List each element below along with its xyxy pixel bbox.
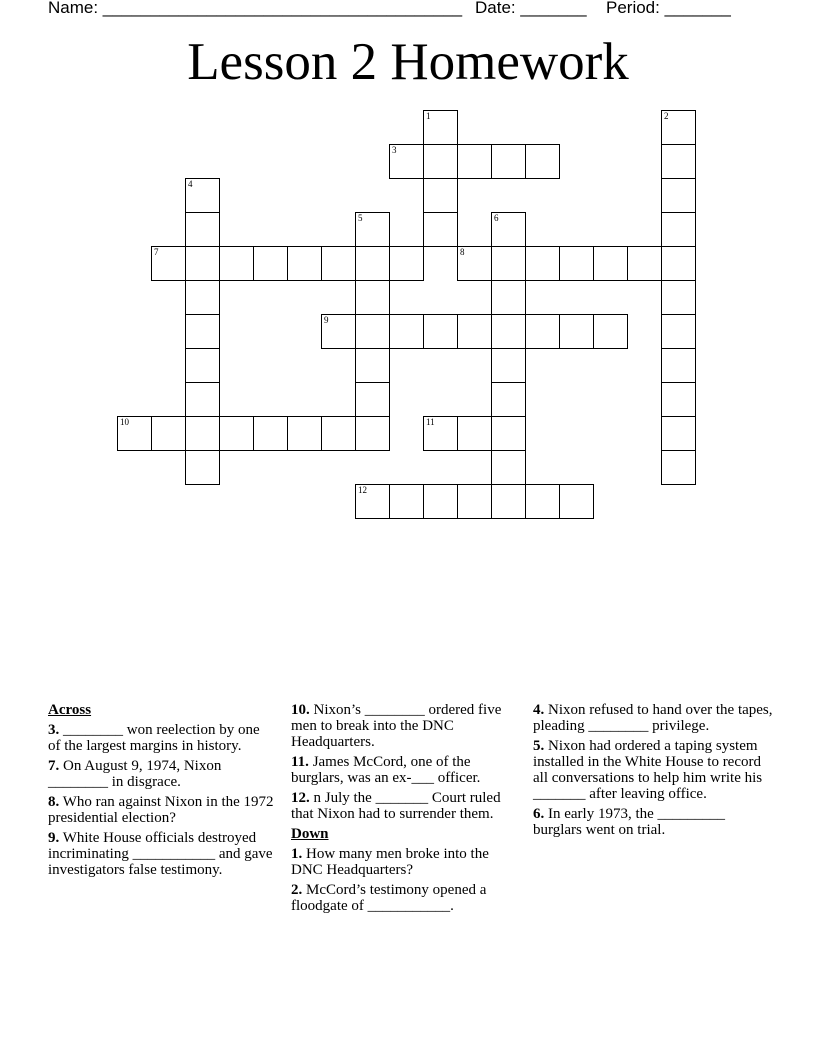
crossword-cell[interactable] — [491, 212, 526, 247]
crossword-cell[interactable] — [491, 314, 526, 349]
crossword-cell[interactable] — [627, 246, 662, 281]
crossword-cell[interactable] — [661, 348, 696, 383]
clue-number: 3 — [392, 145, 397, 155]
clue-number: 1 — [426, 111, 431, 121]
crossword-cell[interactable] — [355, 314, 390, 349]
crossword-cell[interactable] — [661, 314, 696, 349]
crossword-cell[interactable] — [423, 416, 458, 451]
crossword-cell[interactable] — [185, 348, 220, 383]
crossword-cell[interactable] — [559, 246, 594, 281]
crossword-cell[interactable] — [355, 212, 390, 247]
crossword-cell[interactable] — [253, 246, 288, 281]
crossword-cell[interactable] — [185, 382, 220, 417]
crossword-cell[interactable] — [661, 212, 696, 247]
crossword-cell[interactable] — [525, 314, 560, 349]
crossword-cell[interactable] — [151, 416, 186, 451]
crossword-cell[interactable] — [457, 416, 492, 451]
crossword-cell[interactable] — [661, 280, 696, 315]
crossword-cell[interactable] — [185, 450, 220, 485]
crossword-cell[interactable] — [525, 144, 560, 179]
crossword-cell[interactable] — [593, 314, 628, 349]
crossword-cell[interactable] — [253, 416, 288, 451]
crossword-cell[interactable] — [661, 416, 696, 451]
crossword-cell[interactable] — [355, 246, 390, 281]
clue-number: 9 — [324, 315, 329, 325]
crossword-cell[interactable] — [423, 144, 458, 179]
crossword-cell[interactable] — [491, 144, 526, 179]
across-heading: Across — [48, 702, 92, 718]
crossword-cell[interactable] — [661, 246, 696, 281]
crossword-cell[interactable] — [559, 314, 594, 349]
page-title: Lesson 2 Homework — [187, 33, 629, 91]
clue-across-12: 12. n July the _______ Court ruled that Nixon had to surrender them. — [291, 790, 501, 822]
down-heading: Down — [291, 826, 329, 842]
crossword-cell[interactable] — [457, 484, 492, 519]
crossword-cell[interactable] — [457, 246, 492, 281]
crossword-cell[interactable] — [661, 178, 696, 213]
crossword-cell[interactable] — [593, 246, 628, 281]
crossword-cell[interactable] — [423, 484, 458, 519]
crossword-cell[interactable] — [491, 348, 526, 383]
crossword-cell[interactable] — [525, 246, 560, 281]
crossword-cell[interactable] — [185, 212, 220, 247]
crossword-cell[interactable] — [661, 382, 696, 417]
crossword-cell[interactable] — [185, 280, 220, 315]
crossword-cell[interactable] — [491, 416, 526, 451]
crossword-cell[interactable] — [287, 416, 322, 451]
crossword-cell[interactable] — [491, 450, 526, 485]
clue-down-1: 1. How many men broke into the DNC Headquarters? — [291, 846, 489, 878]
crossword-cell[interactable] — [491, 246, 526, 281]
clues-column-2 — [291, 702, 521, 918]
clue-number: 6 — [494, 213, 499, 223]
crossword-cell[interactable] — [117, 416, 152, 451]
crossword-cell[interactable] — [151, 246, 186, 281]
crossword-cell[interactable] — [423, 314, 458, 349]
clue-across-9: 9. White House officials destroyed incriminating ___________ and gave investigators false testimony. — [48, 830, 273, 878]
crossword-cell[interactable] — [355, 484, 390, 519]
crossword-cell[interactable] — [355, 382, 390, 417]
clue-number: 4 — [188, 179, 193, 189]
clue-across-3: 3. ________ won reelection by one of the largest margins in history. — [48, 722, 260, 754]
crossword-cell[interactable] — [559, 484, 594, 519]
crossword-cell[interactable] — [321, 246, 356, 281]
clue-number: 11 — [426, 417, 435, 427]
crossword-cell[interactable] — [219, 246, 254, 281]
crossword-cell[interactable] — [525, 484, 560, 519]
crossword-cell[interactable] — [661, 144, 696, 179]
crossword-cell[interactable] — [287, 246, 322, 281]
clue-number: 7 — [154, 247, 159, 257]
crossword-cell[interactable] — [185, 416, 220, 451]
crossword-cell[interactable] — [389, 144, 424, 179]
crossword-cell[interactable] — [355, 280, 390, 315]
crossword-cell[interactable] — [355, 416, 390, 451]
crossword-cell[interactable] — [457, 144, 492, 179]
crossword-cell[interactable] — [491, 280, 526, 315]
crossword-cell[interactable] — [661, 450, 696, 485]
clue-across-11: 11. James McCord, one of the burglars, was an ex-___ officer. — [291, 754, 481, 786]
date-field[interactable]: Date: _______ — [475, 0, 587, 17]
crossword-cell[interactable] — [321, 416, 356, 451]
crossword-cell[interactable] — [321, 314, 356, 349]
crossword-cell[interactable] — [219, 416, 254, 451]
crossword-cell[interactable] — [185, 314, 220, 349]
clue-down-2: 2. McCord’s testimony opened a floodgate of ___________. — [291, 882, 487, 914]
crossword-cell[interactable] — [355, 348, 390, 383]
crossword-cell[interactable] — [423, 178, 458, 213]
clue-across-10: 10. Nixon’s ________ ordered five men to break into the DNC Headquarters. — [291, 702, 502, 750]
clue-down-5: 5. Nixon had ordered a taping system installed in the White House to record all conversations to help him write his _______ after leaving office. — [533, 738, 763, 802]
clue-number: 2 — [664, 111, 669, 121]
clue-down-4: 4. Nixon refused to hand over the tapes, pleading ________ privilege. — [533, 702, 773, 734]
clue-down-6: 6. In early 1973, the _________ burglars went on trial. — [533, 806, 726, 838]
clue-across-8: 8. Who ran against Nixon in the 1972 presidential election? — [48, 794, 274, 826]
crossword-cell[interactable] — [423, 212, 458, 247]
crossword-cell[interactable] — [389, 484, 424, 519]
crossword-cell[interactable] — [389, 246, 424, 281]
clue-number: 10 — [120, 417, 129, 427]
crossword-cell[interactable] — [423, 110, 458, 145]
crossword-cell[interactable] — [185, 178, 220, 213]
clues-column-1 — [48, 702, 274, 882]
name-field[interactable]: Name: ______________________________________ — [48, 0, 463, 17]
period-field[interactable]: Period: _______ — [606, 0, 731, 17]
clue-number: 5 — [358, 213, 363, 223]
clue-number: 12 — [358, 485, 367, 495]
clues-column-3 — [533, 702, 773, 842]
crossword-cell[interactable] — [491, 484, 526, 519]
crossword-cell[interactable] — [457, 314, 492, 349]
crossword-cell[interactable] — [491, 382, 526, 417]
crossword-cell[interactable] — [661, 110, 696, 145]
crossword-cell[interactable] — [185, 246, 220, 281]
clue-across-7: 7. On August 9, 1974, Nixon ________ in disgrace. — [48, 758, 222, 790]
clue-number: 8 — [460, 247, 465, 257]
crossword-cell[interactable] — [389, 314, 424, 349]
